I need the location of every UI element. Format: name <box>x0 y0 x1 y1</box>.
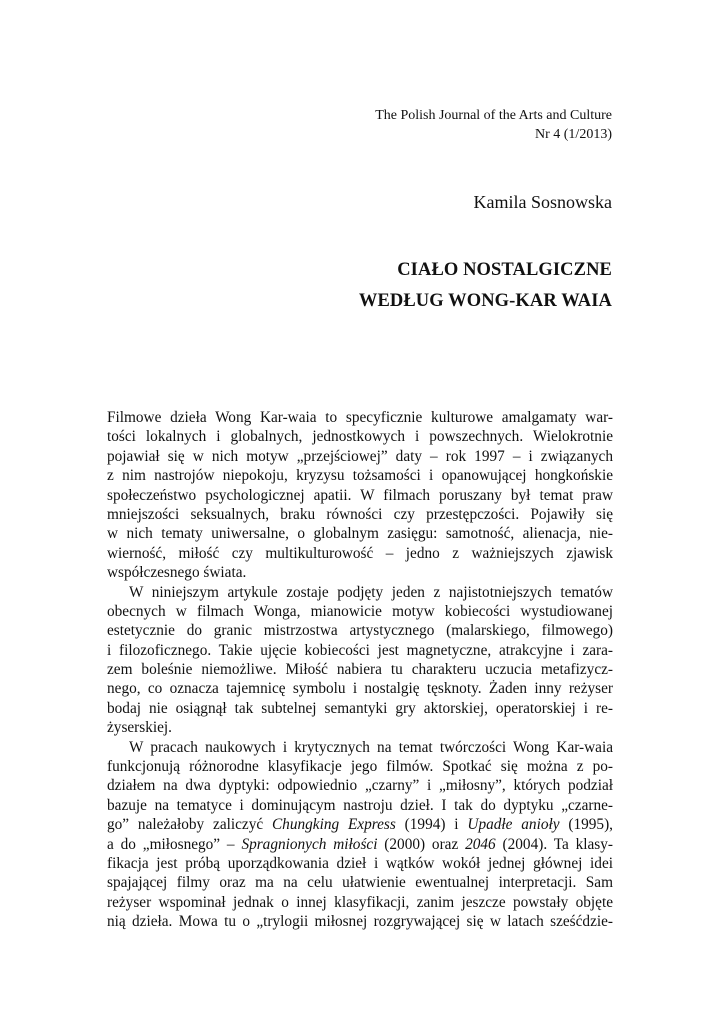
text-line: W pracach naukowych i krytycznych na temat twórczości Wong Kar-waia <box>129 738 613 756</box>
text-line: bazuje na tematyce i dominującym nastroju dzieł. I tak do dyptyku „czarne- <box>107 796 613 814</box>
journal-issue: Nr 4 (1/2013) <box>535 127 612 142</box>
text-line: reżyser wspominał jednak o innej klasyfikacji, zanim jeszcze powstały objęte <box>107 893 613 911</box>
text-line: go” należałoby zaliczyć Chungking Express (1994) i Upadłe anioły (1995), <box>107 816 613 834</box>
text-line: działem na dwa dyptyki: odpowiednio „czarny” i „miłosny”, których podział <box>107 777 613 795</box>
text-line: współczesnego świata. <box>107 564 247 582</box>
text-line: funkcjonują różnorodne klasyfikacje jego filmów. Spotkać się można z po- <box>107 758 613 776</box>
text-line: fikacja jest próbą uporządkowania dzieł i wątków wokół jednej głównej idei <box>107 854 613 872</box>
text-line: żyserskiej. <box>107 719 172 737</box>
italic-title: 2046 <box>465 835 496 853</box>
article-title <box>359 255 612 317</box>
text-line: w nich tematy uniwersalne, o globalnym zasięgu: samotność, alienacja, nie- <box>107 525 613 543</box>
paragraph <box>107 583 613 738</box>
paragraph <box>107 738 613 932</box>
text-line: nią dzieła. Mowa tu o „trylogii miłosnej rozgrywającej się w latach sześćdzie- <box>107 913 613 931</box>
title-line-2: WEDŁUG WONG-KAR WAIA <box>358 291 612 311</box>
italic-title: Spragnionych miłości <box>241 835 378 853</box>
text-line: W niniejszym artykule zostaje podjęty jeden z najistotniejszych tematów <box>129 583 613 601</box>
text-line: Filmowe dzieła Wong Kar-waia to specyficznie kulturowe amalgamaty war- <box>107 409 613 426</box>
italic-title: Upadłe anioły <box>467 816 560 834</box>
text-line: spajającej filmy oraz ma na celu ułatwienie ewentualnej interpretacji. Sam <box>107 874 613 892</box>
article-body <box>107 408 613 932</box>
title-line-1: CIAŁO NOSTALGICZNE <box>397 260 612 280</box>
text-line: mniejszości seksualnych, braku równości czy przestępczości. Pojawiły się <box>107 505 613 523</box>
text-line: pojawiał się w nich motyw „przejściowej” daty – rok 1997 – i związanych <box>107 447 613 465</box>
text-line: tości lokalnych i globalnych, jednostkowych i powszechnych. Wielokrotnie <box>107 428 613 446</box>
text-line: wierność, miłość czy multikulturowość – jedno z ważniejszych zjawisk <box>107 544 613 562</box>
text-line: i filozoficznego. Takie ujęcie kobiecości jest magnetyczne, atrakcyjne i zara- <box>107 641 613 659</box>
text-line: społeczeństwo psychologicznej apatii. W filmach poruszany był temat praw <box>107 486 613 504</box>
text-line: obecnych w filmach Wonga, mianowicie motyw kobiecości wystudiowanej <box>107 602 613 620</box>
journal-name: The Polish Journal of the Arts and Culture <box>375 108 612 123</box>
text-line: zem boleśnie niemożliwe. Miłość nabiera tu charakteru uczucia metafizycz- <box>107 661 613 679</box>
journal-header <box>375 106 612 144</box>
text-line: estetycznie do granic mistrzostwa artystycznego (malarskiego, filmowego) <box>107 622 613 640</box>
text-line: nego, co oznacza tajemnicę symbolu i nostalgię tęsknoty. Żaden inny reżyser <box>107 680 613 698</box>
text-line: a do „miłosnego” – Spragnionych miłości (2000) oraz 2046 (2004). Ta klasy- <box>107 835 613 853</box>
author-name: Kamila Sosnowska <box>473 192 612 212</box>
italic-title: Chungking Express <box>271 816 396 834</box>
text-line: z nim nastrojów niepokoju, kryzysu tożsamości i opanowującej hongkońskie <box>107 467 613 485</box>
paragraph <box>107 408 613 583</box>
text-line: bodaj nie osiągnął tak subtelnej semantyki gry aktorskiej, operatorskiej i re- <box>107 699 613 717</box>
